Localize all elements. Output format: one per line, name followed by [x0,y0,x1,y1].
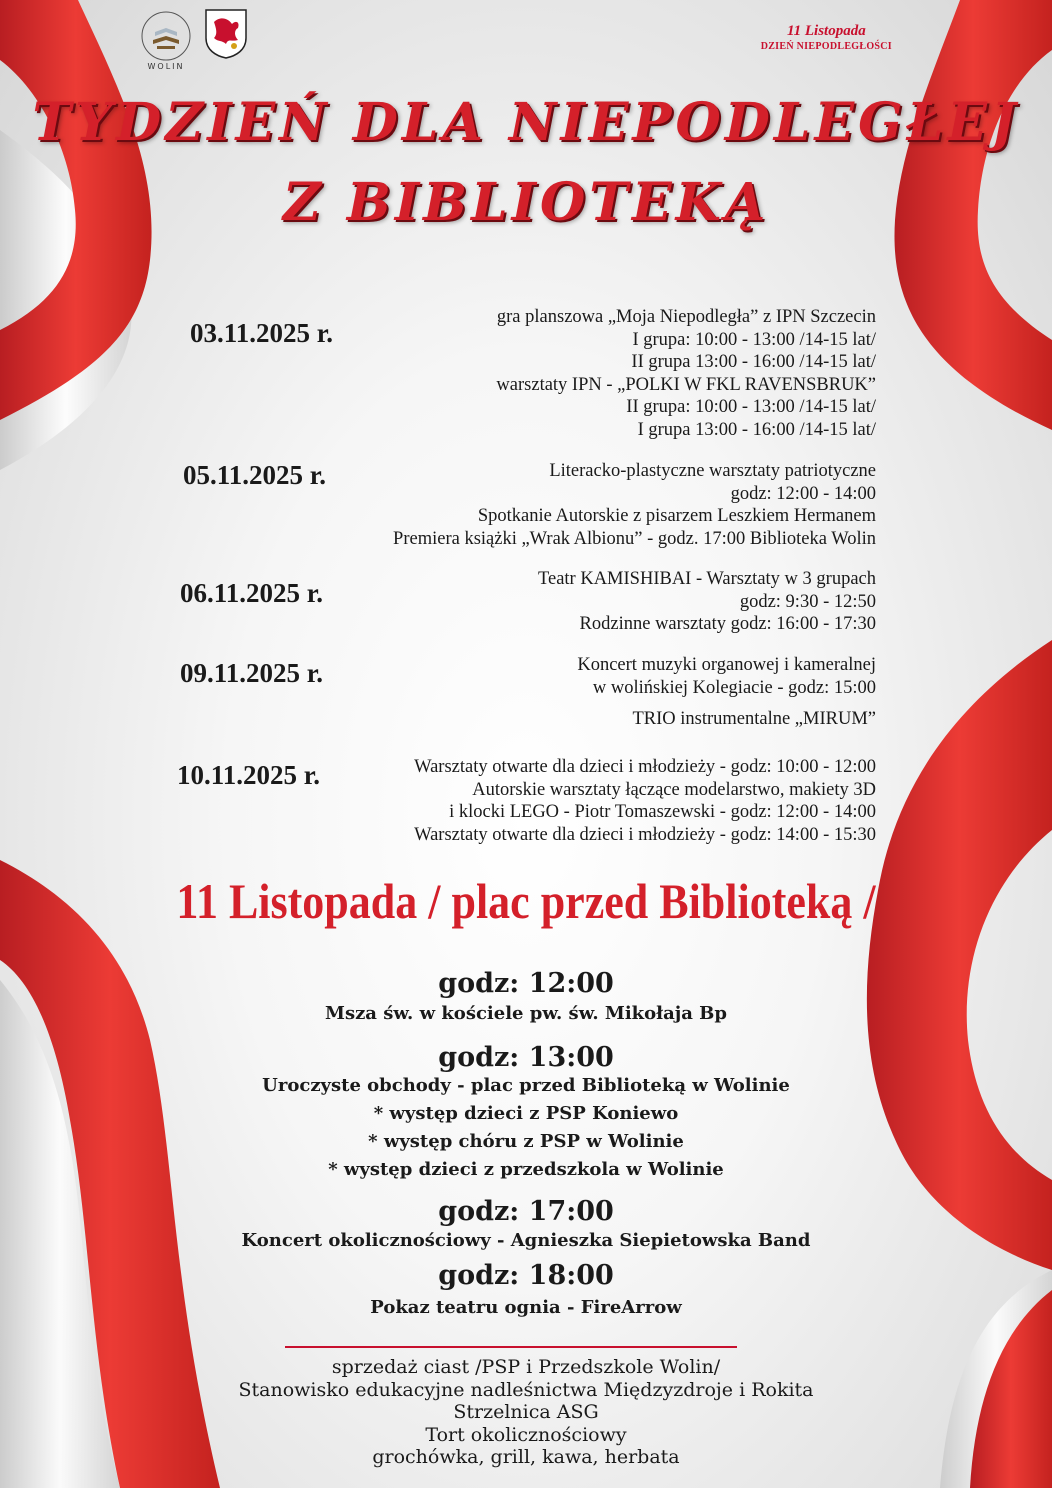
event-details [538,568,876,636]
event-line: I grupa: 10:00 - 13:00 /14-15 lat/ [632,329,876,350]
footer-line: grochówka, grill, kawa, herbata [372,1446,680,1468]
event-line: II grupa 13:00 - 16:00 /14-15 lat/ [631,352,876,372]
event-line: w wolińskiej Kolegiacie - godz: 15:00 [592,677,876,698]
footer-line: Strzelnica ASG [453,1401,599,1423]
event-line: Rodzinne warsztaty godz: 16:00 - 17:30 [579,614,876,634]
corner-caption [761,22,892,54]
main-event-heading: 11 Listopada / plac przed Biblioteką / [176,873,876,929]
slot-item: Msza św. w kościele pw. św. Mikołaja Bp [325,1003,727,1024]
poster-title-line2: Z BIBLIOTEKĄ [282,172,770,233]
slot-item: * występ chóru z PSP w Wolinie [368,1131,684,1152]
event-details [577,654,876,731]
slot-item: Pokaz teatru ognia - FireArrow [370,1297,682,1318]
footer-line: Stanowisko edukacyjne nadleśnictwa Międzyzdroje i Rokita [238,1378,814,1401]
event-line: warsztaty IPN - „POLKI W FKL RAVENSBRUK” [496,374,876,395]
event-line: gra planszowa „Moja Niepodległa” z IPN Szczecin [496,307,876,327]
event-line: Premiera książki „Wrak Albionu” - godz. 17:00 Biblioteka Wolin [393,528,876,549]
slot-item: * występ dzieci z przedszkola w Wolinie [328,1159,724,1180]
event-line: Warsztaty otwarte dla dzieci i młodzieży - godz: 10:00 - 12:00 [414,757,876,777]
event-line: II grupa: 10:00 - 13:00 /14-15 lat/ [626,397,876,417]
event-line: Literacko-plastyczne warsztaty patriotyczne [549,461,876,481]
event-line: Koncert muzyki organowej i kameralnej [577,655,876,675]
event-line: i klocki LEGO - Piotr Tomaszewski - godz: 12:00 - 14:00 [449,802,876,822]
event-line: TRIO instrumentalne „MIRUM” [632,709,876,729]
corner-date: 11 Listopada [786,23,866,39]
slot-item: Koncert okolicznościowy - Agnieszka Siepietowska Band [241,1230,811,1251]
slot-hour: godz: 18:00 [438,1260,614,1291]
library-logo-town: WOLIN [147,62,185,71]
poster-title-line1: TYDZIEŃ DLA NIEPODLEGŁEJ [32,92,1020,153]
slot-hour: godz: 12:00 [438,968,614,999]
slot-item: Uroczyste obchody - plac przed Biblioteką w Wolinie [262,1075,790,1096]
footer-info [0,1356,1052,1469]
library-logo [135,8,197,68]
event-line: Teatr KAMISHIBAI - Warsztaty w 3 grupach [537,569,876,589]
event-line: godz: 9:30 - 12:50 [739,591,876,612]
event-line: godz: 12:00 - 14:00 [730,483,876,504]
wolin-crest-icon [204,8,248,60]
event-date: 06.11.2025 r. [180,578,324,608]
footer-line: Tort okolicznościowy [425,1423,627,1446]
event-date: 03.11.2025 r. [190,318,334,348]
event-details [393,460,876,550]
slot-hour: godz: 13:00 [438,1042,614,1073]
corner-holiday: DZIEŃ NIEPODLEGŁOŚCI [760,41,892,52]
event-line: Spotkanie Autorskie z pisarzem Leszkiem Hermanem [477,506,876,526]
event-line: Warsztaty otwarte dla dzieci i młodzieży - godz: 14:00 - 15:30 [414,824,876,845]
event-line: Autorskie warsztaty łączące modelarstwo, makiety 3D [472,779,876,800]
event-date: 05.11.2025 r. [183,460,327,490]
event-line: I grupa 13:00 - 16:00 /14-15 lat/ [637,419,876,440]
event-date: 09.11.2025 r. [180,658,324,688]
event-date: 10.11.2025 r. [177,760,321,790]
divider-line [285,1346,737,1348]
slot-item: * występ dzieci z PSP Koniewo [373,1103,679,1124]
footer-line: sprzedaż ciast /PSP i Przedszkole Wolin/ [331,1356,721,1378]
slot-hour: godz: 17:00 [438,1196,614,1227]
event-details [414,756,876,846]
event-details [496,306,876,441]
